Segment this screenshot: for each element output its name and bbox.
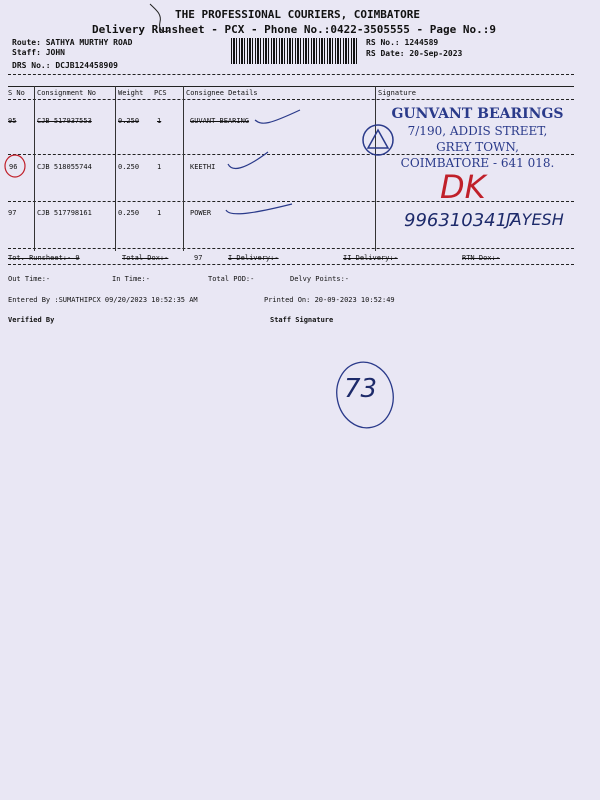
delvy-points: Delvy Points:- [290, 275, 350, 283]
row-95-consignment: CJB 517937553 [37, 117, 92, 125]
totals-divider [8, 264, 574, 265]
stamp-address-1: 7/190, ADDIS STREET, [407, 124, 548, 138]
row-96-consignee: KEETHI [190, 163, 216, 171]
stamp-address-2: GREY TOWN, [436, 140, 519, 154]
total-dox-label: Total Dox:- [122, 254, 169, 262]
staff-signature: Staff Signature [270, 316, 334, 324]
total-pod: Total POD:- [208, 275, 255, 283]
tot-runsheet: Tot. Runsheet:- 9 [8, 254, 80, 262]
rtn-dox: RTN Dox:- [462, 254, 500, 262]
total-dox-value: 97 [194, 254, 203, 262]
rs-number: RS No.: 1244589 [366, 38, 439, 47]
row-96-consignment: CJB 518055744 [37, 163, 92, 171]
handwritten-name: JAYESH [506, 210, 564, 229]
ii-delivery: II Delivery:- [343, 254, 398, 262]
company-name: THE PROFESSIONAL COURIERS, COIMBATORE [175, 8, 421, 21]
drs-number: DRS No.: DCJB124458909 [12, 61, 118, 70]
check-mark-95 [255, 110, 300, 123]
stamp-address-3: COIMBATORE - 641 018. [400, 156, 555, 170]
rs-date: RS Date: 20-Sep-2023 [366, 49, 463, 58]
col-header-weight: Weight [118, 89, 144, 97]
handwritten-initials: DK [440, 168, 486, 206]
row-95-pcs: 1 [157, 117, 162, 125]
col-header-sno: S No [8, 89, 25, 97]
row-96-weight: 0.250 [118, 163, 140, 171]
col-header-consignment: Consignment No [37, 89, 97, 97]
header-divider [8, 74, 574, 75]
barcode-image [231, 38, 359, 64]
row-97-consignee: POWER [190, 209, 212, 217]
row-95-consignee: GUVANT BEARING [190, 117, 250, 125]
row-97-consignment: CJB 517798161 [37, 209, 92, 217]
i-delivery: I Delivery:- [228, 254, 279, 262]
row-95-sno: 95 [8, 117, 17, 125]
row-96-pcs: 1 [157, 163, 162, 171]
handwritten-marks [0, 100, 400, 230]
verified-by: Verified By [8, 316, 55, 324]
col-header-signature: Signature [378, 89, 416, 97]
table-top-rule [8, 86, 574, 87]
col-header-pcs: PCS [154, 89, 167, 97]
check-mark-96 [228, 152, 268, 168]
row-96-sno: 96 [9, 163, 18, 171]
route-label: Route: SATHYA MURTHY ROAD [12, 38, 133, 47]
circled-number: 73 [344, 374, 378, 404]
row-95-weight: 0.250 [118, 117, 140, 125]
stamp-company-name: GUNVANT BEARINGS [391, 106, 564, 122]
row-97-weight: 0.250 [118, 209, 140, 217]
col-header-consignee: Consignee Details [186, 89, 258, 97]
entered-by: Entered By :SUMATHIPCX 09/20/2023 10:52:35 AM [8, 296, 198, 304]
row-97-pcs: 1 [157, 209, 162, 217]
check-mark-97 [226, 204, 292, 214]
in-time: In Time:- [112, 275, 150, 283]
out-time: Out Time:- [8, 275, 51, 283]
handwritten-phone: 9963103417 [404, 210, 519, 231]
row-97-sno: 97 [8, 209, 17, 217]
table-bottom-divider [8, 248, 574, 249]
red-circle-96 [5, 155, 25, 177]
staff-label: Staff: JOHN [12, 48, 65, 57]
printed-on: Printed On: 20-09-2023 10:52:49 [264, 296, 395, 304]
pen-mark-top [142, 0, 182, 40]
runsheet-title: Delivery Runsheet - PCX - Phone No.:0422-3505555 - Page No.:9 [92, 23, 496, 36]
